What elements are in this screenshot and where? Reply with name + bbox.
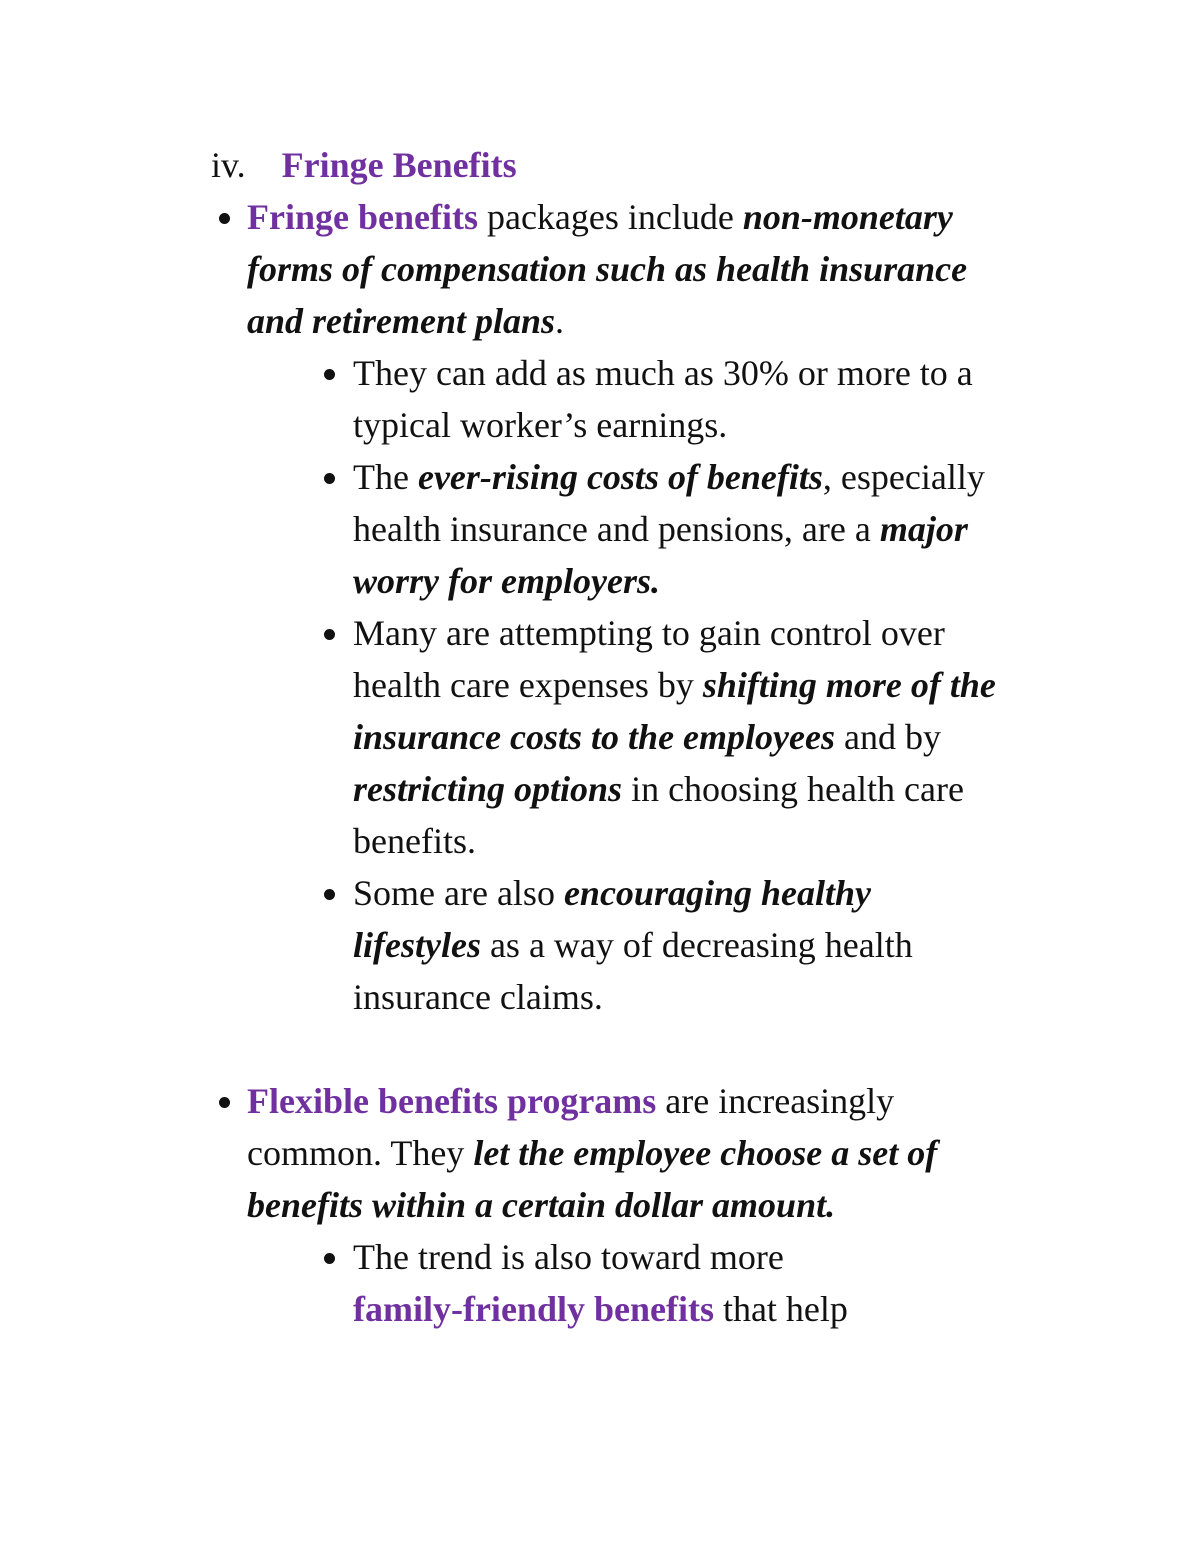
- sub-bullet-3-line-5: benefits.: [353, 821, 476, 861]
- sub-bullet-2-line-1: The ever-rising costs of benefits, especially: [353, 457, 985, 497]
- sub-bullet-icon: [324, 629, 335, 640]
- sub-bullet-1-line-1: They can add as much as 30% or more to a: [353, 353, 973, 393]
- section-numeral: iv.: [211, 145, 246, 185]
- sub-bullet-1-line-2: typical worker’s earnings.: [353, 405, 728, 445]
- bullet-2-line-3: benefits within a certain dollar amount.: [247, 1185, 836, 1225]
- bullet-1-line-1: Fringe benefits packages include non-monetary: [247, 197, 953, 237]
- bullet-1-line-3: and retirement plans.: [247, 301, 565, 341]
- bullet-1-line-2: forms of compensation such as health insurance: [247, 249, 968, 289]
- sub-bullet-icon: [324, 1253, 335, 1264]
- section-heading: [211, 139, 517, 191]
- sub-bullet-4-line-2: lifestyles as a way of decreasing health: [353, 925, 913, 965]
- sub-bullet-3-line-3: insurance costs to the employees and by: [353, 717, 941, 757]
- sub-bullet-icon: [324, 473, 335, 484]
- section-title: Fringe Benefits: [281, 145, 517, 185]
- family-friendly-term: family-friendly benefits: [353, 1289, 714, 1329]
- sub-bullet-3-line-2: health care expenses by shifting more of the: [353, 665, 996, 705]
- sub-bullet-2-line-3: worry for employers.: [353, 561, 660, 601]
- bullet-icon: [219, 1097, 230, 1108]
- sub-bullet-3-line-4: restricting options in choosing health care: [353, 769, 964, 809]
- sub-bullet-4-line-1: Some are also encouraging healthy: [353, 873, 871, 913]
- sub-bullet-3-line-1: Many are attempting to gain control over: [353, 613, 945, 653]
- sub-bullet-4-line-3: insurance claims.: [353, 977, 603, 1017]
- sub-bullet-5-line-2: family-friendly benefits that help: [353, 1289, 848, 1329]
- bullet-2-line-1: Flexible benefits programs are increasingly: [247, 1081, 895, 1121]
- sub-bullet-2-line-2: health insurance and pensions, are a major: [353, 509, 968, 549]
- sub-bullet-icon: [324, 889, 335, 900]
- sub-bullet-5-line-1: The trend is also toward more: [353, 1237, 784, 1277]
- bullet-2-line-2: common. They let the employee choose a set of: [247, 1133, 938, 1173]
- fringe-benefits-term: Fringe benefits: [247, 197, 478, 237]
- flexible-benefits-term: Flexible benefits programs: [247, 1081, 657, 1121]
- sub-bullet-icon: [324, 369, 335, 380]
- bullet-icon: [219, 213, 230, 224]
